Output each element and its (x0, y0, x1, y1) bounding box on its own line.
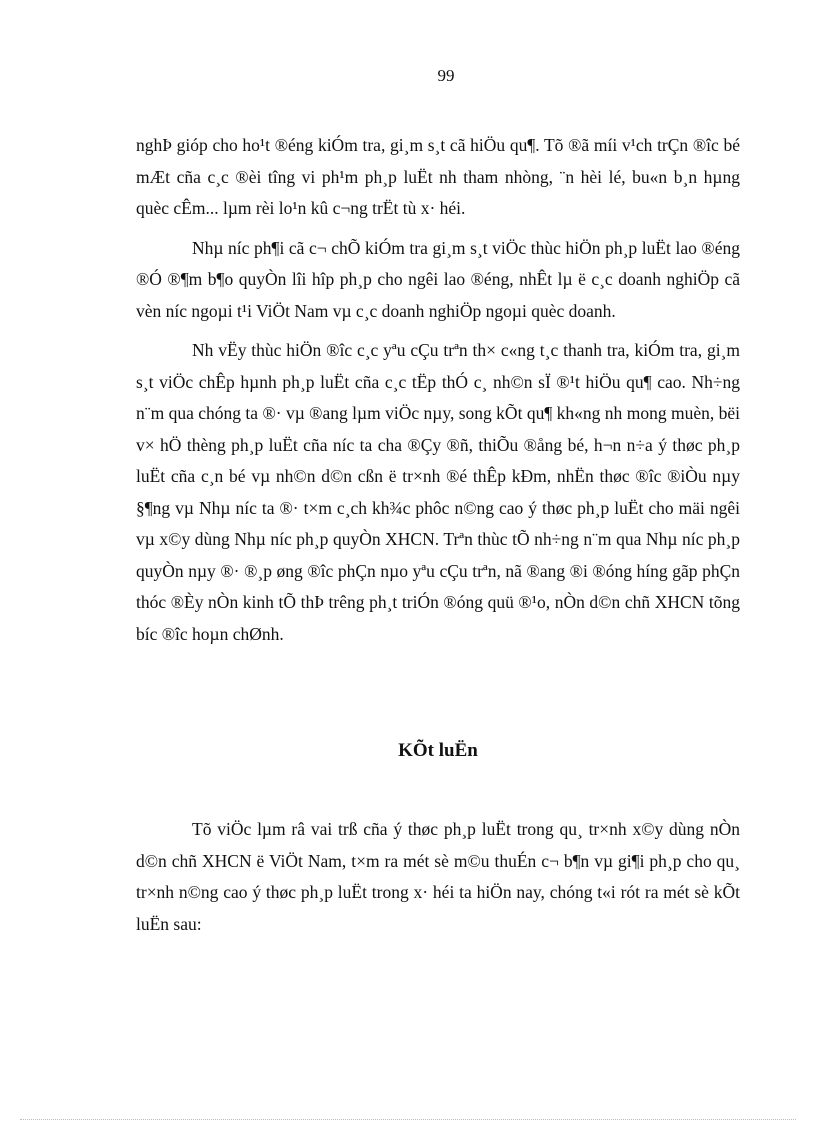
paragraph-conclusion-intro: Tõ viÖc lµm râ vai trß cña ý thøc ph¸p luËt trong qu¸ tr×nh x©y dùng nÒn d©n chñ XHCN ë ViÖt Nam, t×m ra mét sè m©u thuÉn c¬ b¶n vµ gi¶i ph¸p cho qu¸ tr×nh n©ng cao ý thøc ph¸p luËt trong x· héi ta hiÖn nay, chóng t«i rót ra mét sè kÕt luËn sau: (136, 819, 740, 934)
section-heading-conclusion: KÕt luËn (398, 740, 478, 761)
page-number: 99 (437, 66, 455, 85)
body-section-recommendations (136, 130, 740, 658)
paragraph-labor-law-oversight: Nhµ níc ph¶i cã c¬ chÕ kiÓm tra gi¸m s¸t viÖc thùc hiÖn ph¸p luËt lao ®éng ®Ó ®¶m b¶o quyÒn lîi hîp ph¸p cho ngêi lao ®éng, nhÊt lµ ë c¸c doanh nghiÖp cã vèn níc ngoµi t¹i ViÖt Nam vµ c¸c doanh nghiÖp ngoµi quèc doanh. (136, 237, 740, 321)
page-bottom-divider (20, 1119, 796, 1120)
paragraph-inspection-results: Nh vËy thùc hiÖn ®îc c¸c yªu cÇu trªn th× c«ng t¸c thanh tra, kiÓm tra, gi¸m s¸t viÖc chÊp hµnh ph¸p luËt cña c¸c tËp thÓ c¸ nh©n sÏ ®¹t hiÖu qu¶ cao. Nh÷ng n¨m qua chóng ta ®· vµ ®ang lµm viÖc nµy, song kÕt qu¶ kh«ng nh mong muèn, bëi v× hÖ thèng ph¸p luËt cña níc ta cha ®Çy ®ñ, thiÕu ®ång bé, h¬n n÷a ý thøc ph¸p luËt cña c¸n bé vµ nh©n d©n cßn ë tr×nh ®é thÊp kÐm, nhËn thøc ®îc ®iÒu nµy §¶ng vµ Nhµ níc ta ®· t×m c¸ch kh¾c phôc n©ng cao ý thøc ph¸p luËt cho mäi ngêi vµ x©y dùng Nhµ níc ph¸p quyÒn XHCN. Trªn thùc tÕ nh÷ng n¨m qua Nhµ níc ph¸p quyÒn nµy ®· ®¸p øng ®îc phÇn nµo yªu cÇu trªn, nã ®ang ®i ®óng híng gãp phÇn thóc ®Èy nÒn kinh tÕ thÞ trêng ph¸t triÓn ®óng quü ®¹o, nÒn d©n chñ XHCN tõng bíc ®îc hoµn chØnh. (136, 340, 740, 644)
body-section-conclusion (136, 814, 740, 948)
paragraph-continuation: nghÞ gióp cho ho¹t ®éng kiÓm tra, gi¸m s¸t cã hiÖu qu¶. Tõ ®ã míi v¹ch trÇn ®îc bé mÆt cña c¸c ®èi tîng vi ph¹m ph¸p luËt nh tham nhòng, ¨n hèi lé, bu«n b¸n hµng quèc cÊm... lµm rèi lo¹n kû c¬ng trËt tù x· héi. (136, 135, 740, 218)
